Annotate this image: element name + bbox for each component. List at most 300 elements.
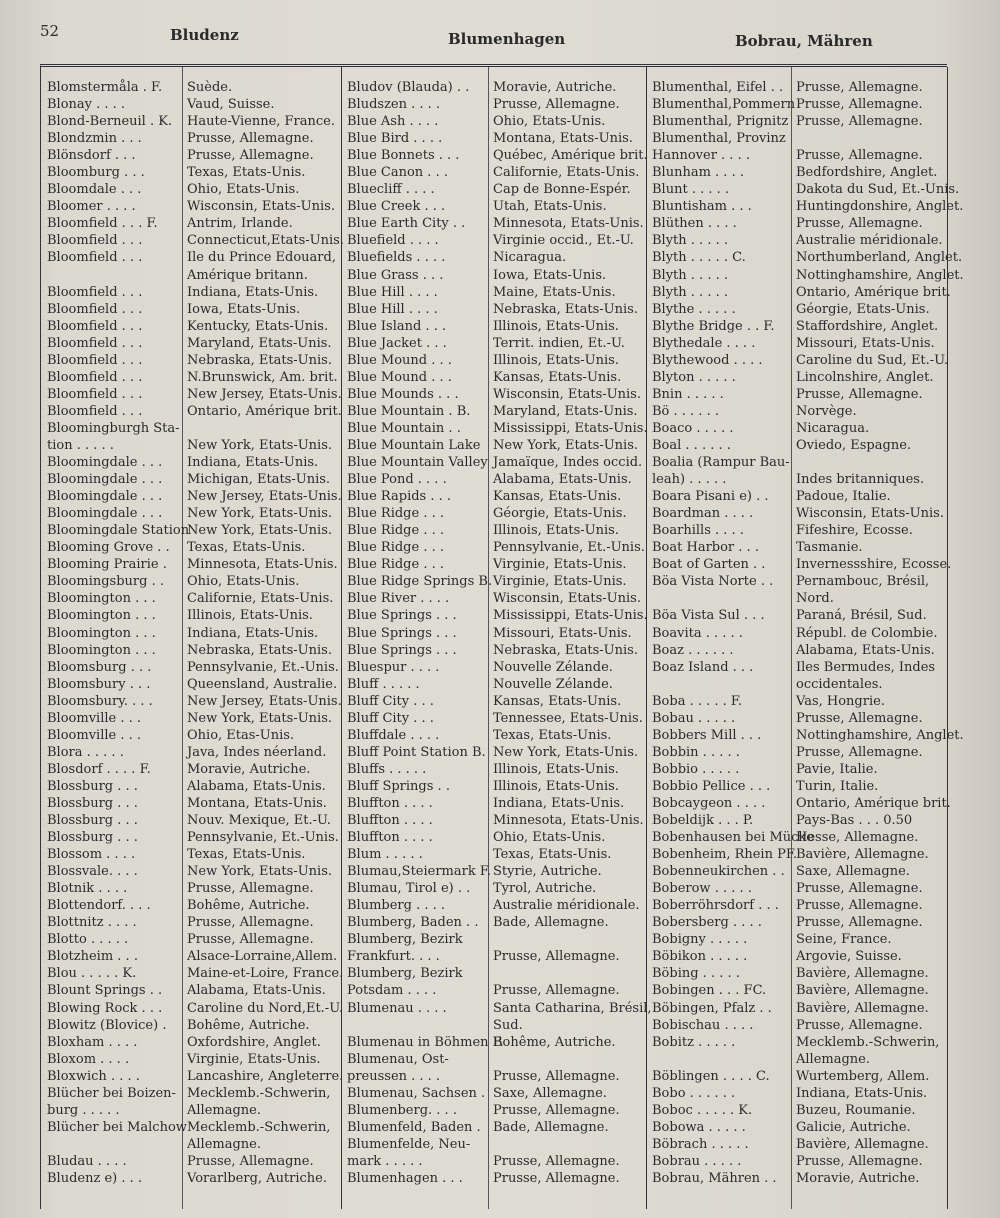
column-2 [341, 67, 652, 1209]
table-row [341, 369, 646, 386]
table-row [646, 369, 947, 386]
place-name: Blowitz (Blovice) . [47, 1017, 167, 1033]
place-name: Bluecliff . . . . [347, 182, 435, 198]
place-location: Moravie, Autriche. [796, 1171, 920, 1186]
table-row [341, 812, 646, 829]
table-row [41, 1119, 341, 1136]
place-location: Prusse, Allemagne. [493, 1171, 620, 1186]
table-row [41, 1153, 341, 1170]
place-name: Blomstermåla . F. [47, 80, 163, 95]
place-name: Bö . . . . . . [652, 403, 719, 419]
table-row [41, 948, 341, 965]
place-name: Boarhills . . . . [652, 523, 744, 539]
table-row [341, 267, 646, 284]
place-name: Bludov (Blauda) . . [347, 80, 470, 95]
place-location: Tennessee, Etats-Unis. [493, 710, 643, 726]
place-name: Boalia (Rampur Bau- [652, 455, 790, 471]
table-row [341, 215, 646, 232]
table-row [41, 1170, 341, 1187]
place-name: Blue Ridge Springs B. [347, 574, 493, 590]
place-name: Blue Rapids . . . [347, 489, 452, 505]
place-name: Bobingen . . . FC. [652, 983, 767, 999]
place-name: Bloomburg . . . [47, 165, 145, 181]
place-name: Bloxom . . . . [47, 1051, 130, 1067]
place-location: Kansas, Etats-Unis. [493, 489, 622, 505]
place-location: Fifeshire, Ecosse. [796, 523, 913, 539]
place-location: Géorgie, Etats-Unis. [796, 301, 930, 317]
place-location: Iowa, Etats-Unis. [493, 267, 607, 283]
table-row [341, 863, 646, 880]
place-name: Blue Springs . . . [347, 642, 457, 658]
place-location: Mississippi, Etats-Unis. [493, 608, 648, 624]
place-name: Bloomsbury . . . [47, 676, 151, 692]
table-row [646, 829, 947, 846]
column-3-entries [646, 79, 964, 1187]
table-row [341, 982, 646, 999]
table-row [646, 1017, 947, 1034]
place-name: Böbrach . . . . . [652, 1136, 749, 1152]
place-location: Ile du Prince Edouard, [187, 250, 336, 266]
place-name: Blottnitz . . . . [47, 915, 137, 931]
place-name: Bloomingdale . . . [47, 489, 163, 505]
place-location: Java, Indes néerland. [187, 744, 327, 760]
table-row [341, 1034, 646, 1051]
place-name: Bloomer . . . . [47, 199, 136, 215]
place-location: Turin, Italie. [796, 778, 879, 794]
place-location: Texas, Etats-Unis. [493, 727, 612, 743]
place-name: Blue Ridge . . . [347, 506, 444, 522]
table-row [646, 198, 964, 215]
table-row [41, 147, 341, 164]
place-location: Nouvelle Zélande. [493, 676, 613, 692]
place-location: Seine, France. [796, 932, 892, 948]
place-location: Prusse, Allemagne. [187, 1153, 314, 1169]
place-location: Northumberland, Anglet. [796, 250, 963, 266]
place-name: Boaz Island . . . [652, 659, 754, 675]
table-row [646, 556, 952, 573]
place-name: Blonay . . . . [47, 97, 126, 113]
table-row [646, 488, 947, 505]
place-name: Bloomington . . . [47, 625, 156, 641]
place-location: Sud. [493, 1017, 523, 1033]
place-location: New York, Etats-Unis. [187, 864, 333, 880]
column-3 [646, 67, 964, 1209]
table-row [41, 1034, 341, 1051]
place-location: Alsace-Lorraine,Allem. [187, 949, 338, 965]
place-name: Böa Vista Norte . . [652, 574, 774, 590]
table-row [41, 556, 341, 573]
table-row [41, 1051, 341, 1068]
table-row [646, 267, 964, 284]
place-name: Blosdorf . . . . F. [47, 761, 151, 777]
table-row [341, 795, 646, 812]
place-name: Bloomingsburg . . [47, 574, 164, 590]
place-name: Bloomingdale Station [47, 523, 190, 539]
table-row [341, 556, 646, 573]
place-name: Bnin . . . . . [652, 386, 724, 402]
place-location: Bade, Allemagne. [493, 1119, 609, 1135]
place-location: Vaud, Suisse. [187, 97, 275, 113]
place-location: Allemagne. [796, 1051, 870, 1067]
place-name: Blotzheim . . . [47, 949, 138, 965]
place-location: Pennsylvanie, Et.-Unis. [493, 540, 645, 556]
place-location: Dakota du Sud, Et.-Unis. [796, 182, 960, 198]
table-row [341, 522, 646, 539]
table-row [341, 1051, 646, 1068]
place-location: Virginie, Etats-Unis. [493, 574, 627, 590]
table-row [41, 659, 341, 676]
table-row [41, 880, 341, 897]
place-name: Boat Harbor . . . [652, 540, 759, 556]
table-row [341, 488, 646, 505]
place-location: Invernessshire, Ecosse. [796, 557, 952, 573]
place-location: Connecticut,Etats-Unis. [187, 233, 344, 249]
table-row [341, 96, 646, 113]
place-name: Bluff City . . . [347, 710, 434, 726]
place-name: Blotnik . . . . [47, 881, 128, 897]
table-row [341, 778, 646, 795]
place-location: Prusse, Allemagne. [796, 710, 923, 726]
place-name: Blossom . . . . [47, 847, 136, 863]
place-name: Bobau . . . . . [652, 710, 736, 726]
table-row [41, 386, 341, 403]
table-row [341, 1085, 646, 1102]
place-name: Blythewood . . . . [652, 352, 763, 368]
place-name: Blossburg . . . [47, 795, 138, 811]
table-row [41, 744, 341, 761]
place-location: Géorgie, Etats-Unis. [493, 506, 627, 522]
table-row [646, 284, 951, 301]
table-row [341, 301, 646, 318]
table-row [341, 352, 646, 369]
place-location: Mississippi, Etats-Unis. [493, 420, 648, 436]
table-row [646, 522, 947, 539]
place-location: Moravie, Autriche. [187, 761, 311, 777]
table-row [341, 573, 646, 590]
place-name: Blunham . . . . [652, 165, 744, 181]
place-name: Boardman . . . . [652, 506, 754, 522]
place-location: Kentucky, Etats-Unis. [187, 318, 329, 334]
table-row [341, 386, 646, 403]
place-location: Nottinghamshire, Anglet. [796, 727, 964, 743]
table-row [41, 1085, 341, 1102]
table-row [41, 982, 341, 999]
place-name: preussen . . . . [347, 1068, 441, 1084]
table-row [41, 573, 341, 590]
table-row [41, 369, 341, 386]
table-row [341, 914, 646, 931]
table-row [646, 795, 951, 812]
table-row [341, 1068, 646, 1085]
place-name: Blunt . . . . . [652, 182, 730, 198]
table-row [41, 965, 344, 982]
table-row [41, 301, 341, 318]
place-location: Prusse, Allemagne. [796, 898, 923, 914]
table-row [341, 710, 646, 727]
place-location: Norvège. [796, 403, 857, 419]
column-1-entries [41, 79, 344, 1187]
page-header [40, 22, 980, 50]
table-row [646, 573, 947, 590]
table-row [41, 778, 341, 795]
place-name: Boat of Garten . . [652, 557, 766, 573]
table-row [341, 471, 646, 488]
place-name: Blumenthal,Pommern [652, 97, 796, 113]
place-location: Argovie, Suisse. [796, 949, 902, 965]
header-center-keyword: Blumenhagen [448, 30, 566, 48]
place-location: Indiana, Etats-Unis. [187, 455, 319, 471]
table-row [341, 79, 646, 96]
table-row [41, 249, 341, 266]
place-name: Blond-Berneuil . K. [47, 114, 173, 130]
place-location: Ohio, Etats-Unis. [187, 182, 300, 198]
table-row [341, 727, 646, 744]
table-row [341, 539, 646, 556]
place-name: Blount Springs . . [47, 983, 163, 999]
place-name: Blumenau, Sachsen . [347, 1085, 486, 1101]
table-row [41, 812, 341, 829]
place-location: Oviedo, Espagne. [796, 437, 912, 453]
place-name: Blue Mountain Valley [347, 455, 488, 471]
table-row [341, 335, 646, 352]
place-location: Virginie occid., Et.-U. [493, 233, 634, 249]
table-row [646, 1119, 947, 1136]
place-location: Indiana, Etats-Unis. [493, 795, 625, 811]
table-row [41, 914, 341, 931]
table-row [41, 676, 341, 693]
table-row [646, 1068, 947, 1085]
table-row [41, 607, 341, 624]
place-name: Bloomfield . . . [47, 318, 143, 334]
place-location: Australie méridionale. [493, 898, 640, 914]
place-location: Québec, Amérique brit. [493, 148, 648, 164]
table-row [646, 403, 947, 420]
place-location: Texas, Etats-Unis. [493, 847, 612, 863]
place-name: Bloomfield . . . [47, 386, 143, 402]
place-name: Boba . . . . . F. [652, 693, 743, 709]
table-row [341, 1017, 646, 1034]
place-location: Nottinghamshire, Anglet. [796, 267, 964, 283]
place-location: Nicaragua. [493, 250, 567, 266]
place-name: Blumau, Tirol e) . . [347, 881, 471, 897]
place-location: Mecklemb.-Schwerin, [796, 1034, 940, 1050]
place-name: Bloxwich . . . . [47, 1068, 140, 1084]
table-row [41, 710, 341, 727]
place-name: mark . . . . . [347, 1153, 423, 1169]
table-row [41, 335, 341, 352]
place-location: Jamaïque, Indes occid. [493, 455, 643, 471]
table-row [646, 130, 947, 147]
place-name: Blue Mountain . . [347, 420, 461, 436]
gazetteer-table [40, 64, 964, 1209]
place-location: Iles Bermudes, Indes [796, 659, 936, 675]
place-location: New Jersey, Etats-Unis. [187, 386, 342, 402]
table-row [646, 454, 947, 471]
place-location: Haute-Vienne, France. [187, 114, 336, 130]
table-row [341, 846, 646, 863]
table-row [646, 727, 964, 744]
place-location: Tasmanie. [796, 540, 863, 556]
place-location: Wisconsin, Etats-Unis. [796, 506, 944, 522]
table-row [341, 147, 646, 164]
table-row [41, 795, 341, 812]
place-location: Caroline du Sud, Et.-U. [796, 352, 949, 368]
place-location: Ohio, Etats-Unis. [187, 574, 300, 590]
table-row [341, 420, 646, 437]
place-location: Prusse, Allemagne. [796, 148, 923, 164]
place-location: Pennsylvanie, Et.-Unis. [187, 659, 339, 675]
table-row [41, 1102, 341, 1119]
place-location: Moravie, Autriche. [493, 80, 617, 95]
place-name: Blue Hill . . . . [347, 284, 438, 300]
place-name: Bloomfield . . . F. [47, 216, 158, 232]
place-location: Lancashire, Angleterre. [187, 1068, 344, 1084]
place-location: Pennsylvanie, Et.-Unis. [187, 830, 339, 846]
place-name: Blue Grass . . . [347, 267, 444, 283]
place-location: Indiana, Etats-Unis. [187, 284, 319, 300]
table-row [646, 113, 947, 130]
place-location: New Jersey, Etats-Unis. [187, 489, 342, 505]
place-name: Frankfurt. . . . [347, 949, 440, 965]
table-row [646, 948, 947, 965]
place-name: Bobeldijk . . . P. [652, 813, 754, 829]
table-row [646, 846, 947, 863]
place-name: Blyth . . . . . [652, 267, 728, 283]
place-name: Blossburg . . . [47, 813, 138, 829]
place-name: Böblingen . . . . C. [652, 1068, 770, 1084]
place-name: Blyth . . . . . [652, 233, 728, 249]
place-location: Virginie, Etats-Unis. [187, 1051, 321, 1067]
place-name: Blue Earth City . . [347, 216, 466, 232]
place-name: Bluff . . . . . [347, 676, 420, 692]
table-row [41, 79, 341, 96]
table-row [646, 147, 947, 164]
table-row [41, 181, 341, 198]
place-location: Alabama, Etats-Unis. [187, 983, 326, 999]
place-location: Minnesota, Etats-Unis. [187, 557, 338, 573]
table-row [646, 539, 947, 556]
place-name: Blumberg, Bezirk [347, 966, 463, 982]
table-row [41, 863, 341, 880]
place-name: Boara Pisani e) . . [652, 489, 769, 505]
table-row [341, 948, 646, 965]
place-location: Prusse, Allemagne. [796, 881, 923, 897]
table-row [646, 676, 947, 693]
place-name: Bloomville . . . [47, 710, 141, 726]
place-location: Styrie, Autriche. [493, 864, 602, 880]
place-name: Blum . . . . . [347, 847, 423, 863]
place-name: Blue Jacket . . . [347, 335, 447, 351]
place-location: Prusse, Allemagne. [493, 1102, 620, 1118]
table-row [646, 1000, 947, 1017]
table-row [341, 181, 646, 198]
place-name: Bobenneukirchen . . [652, 864, 785, 880]
table-row [341, 113, 646, 130]
table-row [646, 761, 947, 778]
place-location: Texas, Etats-Unis. [187, 540, 306, 556]
place-name: Bloomfield . . . [47, 250, 143, 266]
table-row [41, 96, 341, 113]
table-row [646, 181, 960, 198]
header-left-keyword: Bludenz [170, 26, 239, 44]
place-name: Blue Bonnets . . . [347, 148, 460, 164]
place-name: Blücher bei Boizen- [47, 1085, 176, 1101]
table-row [341, 659, 646, 676]
place-name: Bloomfield . . . [47, 335, 143, 351]
place-location: Nouvelle Zélande. [493, 659, 613, 675]
place-name: Blue Canon . . . [347, 165, 448, 181]
place-name: Blumenberg. . . . [347, 1102, 457, 1118]
place-location: Nicaragua. [796, 420, 870, 436]
place-location: Vorarlberg, Autriche. [187, 1171, 328, 1186]
table-row [41, 454, 341, 471]
place-location: Queensland, Australie. [187, 676, 338, 692]
place-location: Républ. de Colombie. [796, 625, 938, 641]
table-row [341, 676, 646, 693]
place-name: Boboc . . . . . K. [652, 1102, 753, 1118]
place-location: New York, Etats-Unis. [187, 437, 333, 453]
table-row [341, 1119, 646, 1136]
place-location: Alabama, Etats-Unis. [493, 472, 632, 488]
table-row [41, 846, 341, 863]
table-row [341, 744, 646, 761]
table-row [41, 284, 341, 301]
place-name: Blumenau . . . . [347, 1000, 447, 1016]
place-location: Mecklemb.-Schwerin, [187, 1085, 331, 1101]
place-location: Lincolnshire, Anglet. [796, 369, 934, 385]
place-location: Prusse, Allemagne. [187, 915, 314, 931]
place-name: Bluff Point Station B. [347, 744, 486, 760]
table-row [341, 880, 646, 897]
place-location: Bavière, Allemagne. [796, 1136, 929, 1152]
place-name: Bludszen . . . . [347, 97, 441, 113]
table-row [646, 659, 947, 676]
place-name: Boberröhrsdorf . . . [652, 898, 779, 914]
place-location: Paraná, Brésil, Sud. [796, 608, 927, 624]
place-name: Blooming Grove . . [47, 540, 170, 556]
place-name: Bloomfield . . . [47, 403, 143, 419]
table-row [41, 130, 341, 147]
place-name: Blue Mound . . . [347, 369, 452, 385]
place-location: Santa Catharina, Brésil, [493, 1000, 652, 1016]
place-location: Alabama, Etats-Unis. [796, 642, 935, 658]
place-location: Prusse, Allemagne. [493, 1068, 620, 1084]
place-name: Blue Ridge . . . [347, 557, 444, 573]
place-location: occidentales. [796, 676, 883, 692]
table-row [41, 625, 341, 642]
place-location: Minnesota, Etats-Unis. [493, 216, 644, 232]
place-location: Bavière, Allemagne. [796, 983, 929, 999]
table-row [41, 931, 341, 948]
table-row [646, 744, 947, 761]
table-row [341, 931, 646, 948]
place-location: Bade, Allemagne. [493, 915, 609, 931]
place-name: Bloomfield . . . [47, 369, 143, 385]
table-row [646, 1170, 947, 1187]
place-name: Bloomington . . . [47, 591, 156, 607]
place-location: Prusse, Allemagne. [493, 97, 620, 113]
table-row [41, 471, 341, 488]
place-name: Blossvale. . . . [47, 864, 138, 880]
place-name: Blumau,Steiermark F. [347, 864, 491, 880]
place-location: Nebraska, Etats-Unis. [493, 642, 638, 658]
place-name: Blue Mound . . . [347, 352, 452, 368]
table-row [41, 1000, 344, 1017]
place-location: Prusse, Allemagne. [187, 881, 314, 897]
place-location: Territ. indien, Et.-U. [493, 335, 625, 351]
table-row [646, 914, 947, 931]
table-row [41, 1017, 341, 1034]
